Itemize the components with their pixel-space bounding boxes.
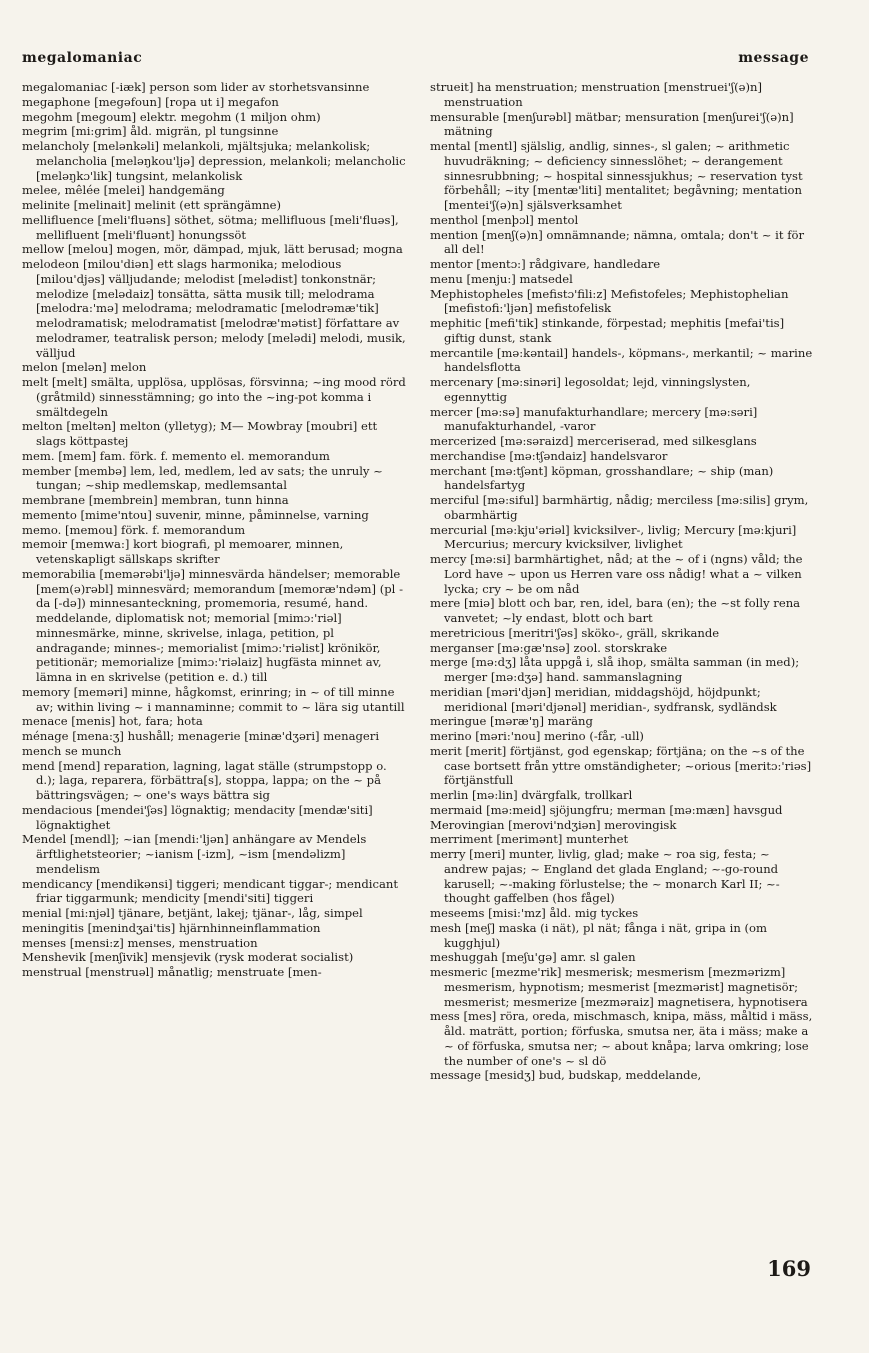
dictionary-entry: megaphone [megəfoun] [ropa ut i] megafon	[22, 94, 279, 109]
dictionary-entry: mesmeric [mezme'rik] mesmerisk; mesmerism [mezmərizm] mesmerism, hypnotism; mesmerist [mezmərist] magnetisör; mesmerist; mesmerize [mezməraiz] magnetisera, hypnotisera	[430, 965, 808, 1009]
dictionary-entry: memento [mime'ntou] suvenir, minne, påminnelse, varning	[22, 507, 369, 522]
dictionary-entry: mellow [melou] mogen, mör, dämpad, mjuk, lätt berusad; mogna	[22, 242, 403, 257]
dictionary-entry: mere [miə] blott och bar, ren, idel, bara (en); the ~st folly rena vanvetet; ~ly endast, blott och bart	[430, 596, 801, 625]
dictionary-entry: menial [mi:njəl] tjänare, betjänt, lakej; tjänar-, låg, simpel	[22, 906, 363, 920]
dictionary-entry: meretricious [meritri'ʃəs] sköko-, gräll, skrikande	[430, 625, 720, 640]
dictionary-entry: menthol [menþɔl] mentol	[430, 212, 579, 227]
dictionary-entry: strueit] ha menstruation; menstruation [menstruei'ʃ(ə)n] menstruation	[430, 80, 762, 109]
dictionary-entry: melon [melən] melon	[22, 360, 147, 375]
dictionary-entry: meseems [misi:'mz] åld. mig tyckes	[430, 906, 639, 920]
dictionary-entry: mercy [mə:si] barmhärtighet, nåd; at the ~ of i (ngns) våld; the Lord have ~ upon us Herren vare oss nådig! what a ~ vilken lycka; cry ~ be om nåd	[430, 552, 803, 596]
dictionary-entry: merganser [mə:gæ'nsə] zool. storskrake	[430, 640, 668, 655]
dictionary-entry: mercer [mə:sə] manufakturhandlare; mercery [mə:səri] manufakturhandel, -varor	[430, 404, 758, 434]
right-running-head: message	[738, 50, 809, 66]
dictionary-entry: meningitis [menindʒai'tis] hjärnhinneinflammation	[22, 920, 321, 935]
dictionary-entry: mercerized [mə:səraizd] merceriserad, med silkesglans	[430, 434, 757, 448]
left-running-head: megalomaniac	[22, 50, 143, 66]
dictionary-entry: mental [mentl] själslig, andlig, sinnes-, sl galen; ~ arithmetic huvudräkning; ~ deficiency sinnesslöhet; ~ derangement sinnesrubbning; ~ hospital sinnessjukhus; ~ reservation tyst förbehåll; ~ity [mentæ'liti] mentalitet; begåvning; mentation [mentei'ʃ(ə)n] själsverksamhet	[430, 139, 803, 212]
dictionary-entry: mem. [mem] fam. förk. f. memento el. memorandum	[22, 448, 330, 463]
dictionary-entry: merino [məri:'nou] merino (-får, -ull)	[430, 729, 644, 743]
dictionary-entry: mercurial [mə:kju'əriəl] kvicksilver-, livlig; Mercury [mə:kjuri] Mercurius; mercury kvicksilver, livlighet	[430, 522, 797, 552]
dictionary-entry: memo. [memou] förk. f. memorandum	[22, 522, 246, 537]
dictionary-entry: mendicancy [mendikənsi] tiggeri; mendicant tiggar-; mendicant friar tiggarmunk; mendicity [mendi'siti] tiggeri	[22, 876, 398, 906]
dictionary-entry: merchandise [mə:tʃəndaiz] handelsvaror	[430, 448, 668, 463]
dictionary-entry: Menshevik [menʃivik] mensjevik (rysk moderat socialist)	[22, 950, 354, 965]
right-column	[430, 80, 816, 1083]
dictionary-entry: memorabilia [memərəbi'ljə] minnesvärda händelser; memorable [mem(ə)rəbl] minnesvärd; memorandum [memoræ'ndəm] (pl -da [-də]) minnesanteckning, promemoria, resumé, hand. meddelande, diplomatisk not; memorial [mimɔ:'riəl] minnesmärke, minne, skrivelse, inlaga, petition, pl andragande; minnes-; memorialist [mimɔ:'riəlist] krönikör, petitionär; memorialize [mimɔ:'riəlaiz] hugfästa minnet av, lämna in en skrivelse (petition e. d.) till	[22, 566, 403, 684]
dictionary-entry: merciful [mə:siful] barmhärtig, nådig; merciless [mə:silis] grym, obarmhärtig	[430, 493, 809, 522]
dictionary-entry: mephitic [mefi'tik] stinkande, förpestad; mephitis [mefai'tis] giftig dunst, stank	[430, 316, 785, 345]
dictionary-entry: meridian [məri'djən] meridian, middagshöjd, höjdpunkt; meridional [məri'djənəl] meridian-, sydfransk, sydländsk	[430, 684, 777, 714]
dictionary-entry: mermaid [mə:meid] sjöjungfru; merman [mə:mæn] havsgud	[430, 802, 783, 817]
dictionary-entry: merriment [merimənt] munterhet	[430, 832, 629, 847]
dictionary-entry: memory [meməri] minne, hågkomst, erinring; in ~ of till minne av; within living ~ i mannaminne; commit to ~ lära sig utantill	[22, 684, 405, 714]
dictionary-entry: Merovingian [merovi'ndʒiən] merovingisk	[430, 817, 677, 832]
dictionary-entry: megohm [megoum] elektr. megohm (1 miljon ohm)	[22, 109, 321, 124]
dictionary-entry: melee, mêlée [melei] handgemäng	[22, 183, 225, 198]
dictionary-entry: menu [menju:] matsedel	[430, 271, 573, 286]
dictionary-entry: melinite [melinait] melinit (ett sprängämne)	[22, 198, 282, 212]
dictionary-entry: mention [menʃ(ə)n] omnämnande; nämna, omtala; don't ~ it för all del!	[430, 227, 805, 257]
dictionary-entry: ménage [mena:ʒ] hushåll; menagerie [minæ'dʒəri] menageri	[22, 729, 380, 743]
dictionary-entry: meshuggah [meʃu'gə] amr. sl galen	[430, 950, 636, 965]
dictionary-entry: melancholy [melənkəli] melankoli, mjältsjuka; melankolisk; melancholia [meləŋkou'ljə] depression, melankoli; melancholic [meləŋkɔ'lik] tungsint, melankolisk	[22, 139, 406, 183]
dictionary-entry: menstrual [menstruəl] månatlig; menstruate [men-	[22, 965, 322, 979]
dictionary-entry: mensurable [menʃurəbl] mätbar; mensuration [menʃurei'ʃ(ə)n] mätning	[430, 109, 794, 139]
dictionary-entry: menses [mensi:z] menses, menstruation	[22, 935, 258, 950]
left-column	[22, 80, 408, 980]
dictionary-entry: menace [menis] hot, fara; hota	[22, 714, 203, 729]
dictionary-entry: merlin [mə:lin] dvärgfalk, trollkarl	[430, 788, 633, 802]
dictionary-entry: memoir [memwa:] kort biografi, pl memoarer, minnen, vetenskapligt sällskaps skrifter	[22, 537, 344, 566]
dictionary-entry: mench se munch	[22, 743, 122, 758]
dictionary-entry: mentor [mentɔ:] rådgivare, handledare	[430, 257, 661, 271]
dictionary-entry: mendacious [mendei'ʃəs] lögnaktig; mendacity [mendæ'siti] lögnaktighet	[22, 802, 373, 832]
dictionary-entry: membrane [membrein] membran, tunn hinna	[22, 493, 289, 507]
dictionary-entry: megalomaniac [-iæk] person som lider av storhetsvansinne	[22, 80, 370, 94]
dictionary-entry: melt [melt] smälta, upplösa, upplösas, försvinna; ~ing mood rörd (gråtmild) sinnesstämning; go into the ~ing-pot komma i smältdegeln	[22, 375, 406, 419]
dictionary-entry: merchant [mə:tʃənt] köpman, grosshandlare; ~ ship (man) handelsfartyg	[430, 463, 774, 493]
dictionary-entry: megrim [mi:grim] åld. migrän, pl tungsinne	[22, 124, 279, 139]
dictionary-entry: mercenary [mə:sinəri] legosoldat; lejd, vinningslysten, egennyttig	[430, 375, 751, 404]
dictionary-entry: melodeon [milou'diən] ett slags harmonika; melodious [milou'djəs] välljudande; melodist [melədist] tonkonstnär; melodize [melədaiz] tonsätta, sätta musik till; melodrama [melodra:'mə] melodrama; melodramatic [melodrəmæ'tik] melodramatisk; melodramatist [melodræ'mətist] författare av melodramer, teatralisk person; melody [melədi] melodi, musik, välljud	[22, 257, 406, 360]
dictionary-entry: merit [merit] förtjänst, god egenskap; förtjäna; on the ~s of the case bortsett från yttre omständigheter; ~orious [meritɔ:'riəs] förtjänstfull	[430, 743, 812, 788]
dictionary-entry: mess [mes] röra, oreda, mischmasch, knipa, mäss, måltid i mäss, åld. maträtt, portion; förfuska, smutsa ner, äta i mäss; make a ~ of förfuska, smutsa ner; ~ about knåpa; larva omkring; lose the number of one's ~ sl dö	[430, 1009, 813, 1068]
page-number: 169	[767, 1256, 811, 1281]
dictionary-entry: mesh [meʃ] maska (i nät), pl nät; fånga i nät, gripa in (om kugghjul)	[430, 920, 767, 950]
dictionary-entry: merge [mə:dʒ] låta uppgå i, slå ihop, smälta samman (in med); merger [mə:dʒə] hand. sammanslagning	[430, 655, 800, 684]
dictionary-entry: Mephistopheles [mefistɔ'fili:z] Mefistofeles; Mephistophelian [mefistofi:'ljən] mefistofelisk	[430, 286, 789, 316]
dictionary-entry: meringue [məræ'ŋ] maräng	[430, 714, 593, 729]
dictionary-entry: member [membə] lem, led, medlem, led av sats; the unruly ~ tungan; ~ship medlemskap, medlemsantal	[22, 463, 383, 493]
dictionary-entry: merry [meri] munter, livlig, glad; make ~ roa sig, festa; ~ andrew pajas; ~ England det glada England; ~-go-round karusell; ~-making förlustelse; the ~ monarch Karl II; ~-thought gaffelben (hos fågel)	[430, 847, 780, 906]
dictionary-entry: Mendel [mendl]; ~ian [mendi:'ljən] anhängare av Mendels ärftlighetsteorier; ~ianism [-izm], ~ism [mendəlizm] mendelism	[22, 832, 367, 876]
dictionary-entry: mend [mend] reparation, lagning, lagat ställe (strumpstopp o. d.); laga, reparera, förbättra[s], stoppa, lappa; on the ~ på bättringsvägen; ~ one's ways bättra sig	[22, 758, 387, 802]
dictionary-entry: melton [meltən] melton (ylletyg); M— Mowbray [moubri] ett slags köttpastej	[22, 419, 378, 448]
dictionary-entry: message [mesidʒ] bud, budskap, meddelande,	[430, 1068, 702, 1083]
dictionary-entry: mellifluence [meli'fluəns] söthet, sötma; mellifluous [meli'fluəs], mellifluent [meli'fluənt] honungssöt	[22, 212, 399, 242]
dictionary-entry: mercantile [mə:kəntail] handels-, köpmans-, merkantil; ~ marine handelsflotta	[430, 345, 813, 375]
